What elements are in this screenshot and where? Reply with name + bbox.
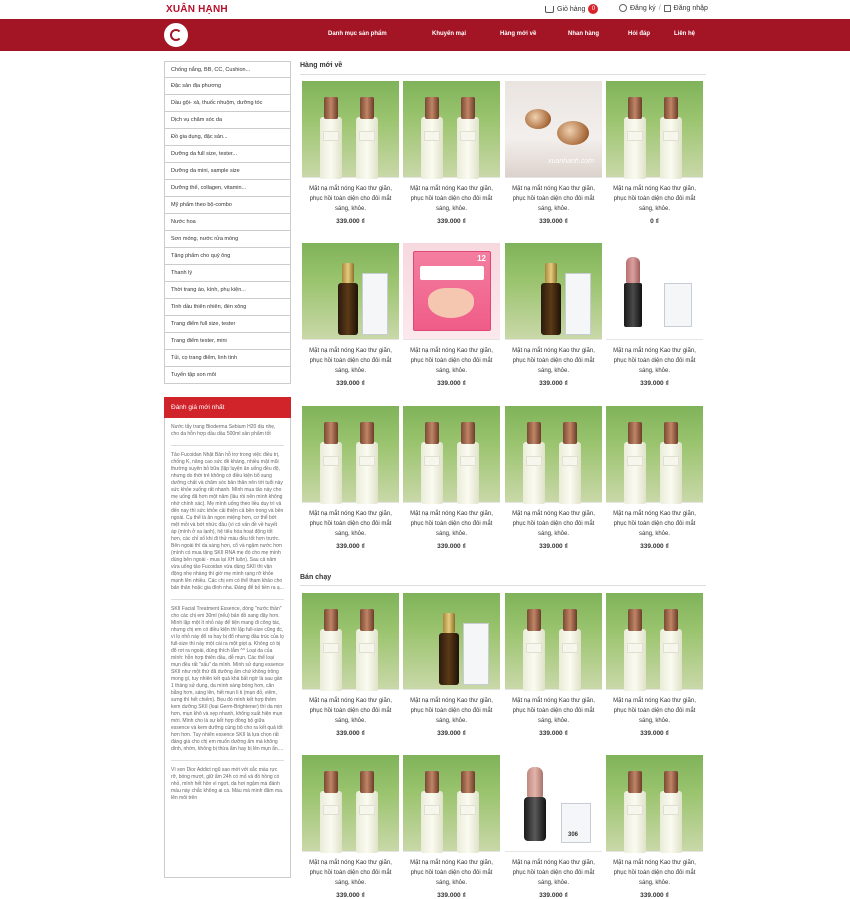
product-name[interactable]: Mặt nạ mắt nóng Kao thư giãn, phục hồi toàn diện cho đôi mắt sáng, khỏe. — [309, 186, 392, 212]
product-name[interactable]: Mặt nạ mắt nóng Kao thư giãn, phục hồi toàn diện cho đôi mắt sáng, khỏe. — [613, 348, 696, 374]
product-card[interactable] — [606, 243, 703, 387]
category-item[interactable]: Sơn móng, nước rửa móng — [164, 231, 291, 248]
product-name[interactable]: Mặt nạ mắt nóng Kao thư giãn, phục hồi toàn diện cho đôi mắt sáng, khỏe. — [512, 186, 595, 212]
product-image[interactable] — [505, 755, 602, 852]
product-image[interactable] — [606, 593, 703, 690]
section-divider — [300, 74, 706, 75]
auth-separator: / — [658, 4, 661, 12]
product-image[interactable] — [505, 593, 602, 690]
category-item[interactable]: Tinh dầu thiên nhiên, đèn xông — [164, 299, 291, 316]
category-item[interactable]: Dầu gội- xả, thuốc nhuộm, dưỡng tóc — [164, 95, 291, 112]
login-icon — [664, 5, 671, 12]
category-item[interactable]: Dưỡng da mini, sample size — [164, 163, 291, 180]
product-name[interactable]: Mặt nạ mắt nóng Kao thư giãn, phục hồi toàn diện cho đôi mắt sáng, khỏe. — [410, 511, 493, 537]
category-item[interactable]: Dưỡng thể, collagen, vitamin... — [164, 180, 291, 197]
nav-item-promotions[interactable]: Khuyến mại — [432, 31, 467, 37]
cart-link[interactable] — [545, 4, 598, 14]
product-image[interactable] — [403, 593, 500, 690]
category-item[interactable]: Thời trang áo, kính, phụ kiện... — [164, 282, 291, 299]
product-name[interactable]: Mặt nạ mắt nóng Kao thư giãn, phục hồi toàn diện cho đôi mắt sáng, khỏe. — [309, 698, 392, 724]
product-image[interactable] — [606, 755, 703, 852]
nav-item-new-arrivals[interactable]: Hàng mới về — [500, 31, 537, 37]
review-item[interactable]: SKII Facial Treatment Essence, dòng "nước thần" cho các chị em 30ml (nếu) bản đồ sang đây hơn. Mình lập một ít nhỏ này để tiện mang đi công tác, nhưng chị em có điều kiện thì lập full-size cũng đc, vì lọ nhỏ này đổ ra hay bị đổ nhưng đầu trúc của lọ full-size thì này một cái ra một giọt ạ. Không có bị đổ rơi ra ngoài, dùng thích lắm ^^ Loại da của mình: hỗn hợp thiên dầu, dễ mụn. Các thể loại mụn đều rất "xấu" da mình. Mình sử dụng essence SKII như một thứ đã dưỡng ẩm chứ không trông mong gì, tuy nhiên kết quả khá bất ngờ là sau gần 1 tháng sử dụng, da mình sáng bóng hơn, căn bằng hơn, sáng lên, hết mụn li ti (mụn đỏ, viêm, sưng thì hết chiếm). Bẹu đó mình kết hợp thêm kem dưỡng SKII (loại Germ-Brightener) thì da mịn hơn, mụn khô và xẹp nhanh, không xuất hiện mụn mới. Mình cho là sự kết hợp đồng bộ giữa essence và kem dưỡng cùng bộ cho ra kết quả tốt hơn hơn. Tuy nhiên essence SKII là lựa chọn rất đáng giá cho chị em muốn dưỡng ẩm mà không dính, nhờn, không bị thừa ẩm hay bị lên mụn ẩn.... — [171, 600, 284, 761]
top-bar — [0, 0, 850, 19]
product-image[interactable] — [606, 243, 703, 340]
category-item[interactable]: Dịch vụ chăm sóc da — [164, 112, 291, 129]
product-card[interactable] — [403, 81, 500, 225]
product-card[interactable] — [505, 243, 602, 387]
category-item[interactable]: Thanh lý — [164, 265, 291, 282]
category-item[interactable]: Chống nắng, BB, CC, Cushion... — [164, 61, 291, 78]
user-icon — [619, 4, 627, 12]
product-card[interactable] — [606, 81, 703, 225]
mask-box-count: 12 — [477, 254, 486, 263]
category-item[interactable]: Trang điểm full size, tester — [164, 316, 291, 333]
product-card[interactable] — [606, 755, 703, 899]
product-card[interactable] — [302, 593, 399, 737]
category-list — [164, 61, 291, 384]
login-link[interactable]: Đăng nhập — [673, 4, 708, 12]
category-item[interactable]: Tuyển tập son môi — [164, 367, 291, 384]
section-title-best-sellers: Bán chạy — [300, 574, 332, 581]
product-name[interactable]: Mặt nạ mắt nóng Kao thư giãn, phục hồi toàn diện cho đôi mắt sáng, khỏe. — [410, 186, 493, 212]
category-item[interactable]: Tặng phẩm cho quý ông — [164, 248, 291, 265]
product-image[interactable] — [505, 81, 602, 178]
product-price: 339.000 ₫ — [640, 892, 669, 899]
product-price: 339.000 ₫ — [539, 730, 568, 737]
category-item[interactable]: Mỹ phẩm theo bộ-combo — [164, 197, 291, 214]
product-name[interactable]: Mặt nạ mắt nóng Kao thư giãn, phục hồi toàn diện cho đôi mắt sáng, khỏe. — [309, 511, 392, 537]
lotion-label-number: 306 — [568, 832, 579, 838]
product-card[interactable] — [302, 406, 399, 550]
product-name[interactable]: Mặt nạ mắt nóng Kao thư giãn, phục hồi toàn diện cho đôi mắt sáng, khỏe. — [613, 698, 696, 724]
logo-icon[interactable] — [164, 23, 188, 47]
product-card[interactable] — [505, 593, 602, 737]
product-image[interactable] — [606, 81, 703, 178]
product-name[interactable]: Mặt nạ mắt nóng Kao thư giãn, phục hồi toàn diện cho đôi mắt sáng, khỏe. — [613, 186, 696, 212]
watermark-text: xuanhanh.com — [548, 158, 594, 165]
section-title-new-arrivals: Hàng mới về — [300, 62, 343, 69]
product-price: 339.000 ₫ — [336, 892, 365, 899]
product-price: 339.000 ₫ — [336, 380, 365, 387]
nav-item-categories[interactable]: Danh mục sản phẩm — [328, 31, 387, 37]
product-image[interactable] — [505, 406, 602, 503]
product-price: 339.000 ₫ — [437, 730, 466, 737]
cart-icon — [545, 6, 554, 13]
product-price: 339.000 ₫ — [437, 892, 466, 899]
product-price: 339.000 ₫ — [437, 380, 466, 387]
product-card[interactable] — [403, 755, 500, 899]
product-price: 339.000 ₫ — [539, 543, 568, 550]
product-price: 339.000 ₫ — [437, 218, 466, 225]
product-name[interactable]: Mặt nạ mắt nóng Kao thư giãn, phục hồi toàn diện cho đôi mắt sáng, khỏe. — [613, 860, 696, 886]
product-name[interactable]: Mặt nạ mắt nóng Kao thư giãn, phục hồi toàn diện cho đôi mắt sáng, khỏe. — [512, 698, 595, 724]
product-name[interactable]: Mặt nạ mắt nóng Kao thư giãn, phục hồi toàn diện cho đôi mắt sáng, khỏe. — [410, 348, 493, 374]
product-name[interactable]: Mặt nạ mắt nóng Kao thư giãn, phục hồi toàn diện cho đôi mắt sáng, khỏe. — [613, 511, 696, 537]
product-price: 339.000 ₫ — [336, 218, 365, 225]
product-card[interactable] — [505, 755, 602, 899]
cart-label: Giỏ hàng — [557, 5, 586, 13]
product-price: 339.000 ₫ — [640, 380, 669, 387]
product-card[interactable] — [403, 593, 500, 737]
product-price: 339.000 ₫ — [539, 218, 568, 225]
product-card[interactable] — [302, 243, 399, 387]
sidebar — [164, 61, 291, 878]
review-item[interactable]: Tảo Fucoidan Nhật Bản hỗ trợ trong việc điều trị, chống K, nâng cao sức đề kháng, nhiều mặt mũi thường xuyên bỏ bữa (lập luyện ăn uống đều độ, nhưng do thời trẻ không có điều kiện bổ sung dưỡng chất và chăm sóc bản thân nên tới tuổi này sức khỏe xuống rất nhanh. Mình mua tảo này cho mẹ uống đã hơn một năm (lâu rồi nên mình không nhớ chính xác). Mẹ mình uống theo liều duy trì và đến nay thì sức khỏe cải thiện cả bên trong và bên ngoài. Cụ thể là ăn ngon miệng hơn, cơ thể bớt mệt mỏi và bớt nhức đầu (vì có vấn đề về huyết áp (mình ở xa lạnh), hệ tiêu hóa hoạt động tốt hơn, các chỉ số khi đi thử máu đều tốt hơn trước. Bên ngoài thì da sáng hơn, cổ và ngậm nước hơn (mình có mua tặng SKII RNA mẹ đó cho mẹ mình dùng bên ngoài - mua lại XH luôn). Sau cả năm vừa uống tảo Fucoidan vừa dùng SKII thì vận động nhẹ nhàng thì giờ mẹ mình rạng rỡ khỏe mạnh lên nhiều. Các chị em có thể tham khảo cho bản thân hoặc gia đình nha. Đáng để bỏ tiền ra ạ... — [171, 446, 284, 600]
product-image[interactable] — [606, 406, 703, 503]
product-image[interactable] — [302, 755, 399, 852]
review-item[interactable]: Vì son Dior Addict ngũ sao mới với sắc màu rực rỡ, bóng mượt, giữ ẩm 24h có mỏ và đồ hồng có nhỏ, mình hết hồn vì ngợt, da hơi ngậm mà đánh màu này chắc không ai cá. Màu mà mình đâm ma. lên môi trẻn — [171, 767, 284, 801]
product-name[interactable]: Mặt nạ mắt nóng Kao thư giãn, phục hồi toàn diện cho đôi mắt sáng, khỏe. — [512, 511, 595, 537]
section-divider — [300, 585, 706, 586]
product-card[interactable] — [606, 593, 703, 737]
product-price: 339.000 ₫ — [336, 730, 365, 737]
product-image[interactable] — [403, 243, 500, 340]
product-card[interactable] — [302, 81, 399, 225]
product-image[interactable] — [403, 406, 500, 503]
nav-item-contact[interactable]: Liên hệ — [674, 31, 696, 37]
main-nav — [0, 19, 850, 51]
product-price: 339.000 ₫ — [640, 730, 669, 737]
category-item[interactable]: Đặc sản địa phương — [164, 78, 291, 95]
product-card[interactable] — [403, 243, 500, 387]
product-image[interactable] — [505, 243, 602, 340]
product-price: 339.000 ₫ — [640, 543, 669, 550]
product-name[interactable]: Mặt nạ mắt nóng Kao thư giãn, phục hồi toàn diện cho đôi mắt sáng, khỏe. — [512, 860, 595, 886]
product-price: 339.000 ₫ — [539, 892, 568, 899]
nav-item-faq[interactable]: Hỏi đáp — [628, 31, 650, 37]
product-image[interactable] — [302, 81, 399, 178]
product-name[interactable]: Mặt nạ mắt nóng Kao thư giãn, phục hồi toàn diện cho đôi mắt sáng, khỏe. — [309, 348, 392, 374]
cart-count-badge: 0 — [588, 4, 598, 14]
product-image[interactable] — [302, 593, 399, 690]
product-image[interactable] — [302, 406, 399, 503]
product-name[interactable]: Mặt nạ mắt nóng Kao thư giãn, phục hồi toàn diện cho đôi mắt sáng, khỏe. — [512, 348, 595, 374]
latest-reviews — [164, 418, 291, 878]
register-link[interactable]: Đăng ký — [630, 4, 656, 12]
review-item[interactable]: Nước tẩy trang Bioderma Sebium H20 dịu nhẹ, cho da hỗn hợp dầu dầu 500ml sản phẩm tốt — [171, 418, 284, 446]
site-brand[interactable]: XUÂN HẠNH — [166, 4, 228, 15]
category-item[interactable]: Dưỡng da full size, tester... — [164, 146, 291, 163]
product-card[interactable] — [505, 81, 602, 225]
latest-reviews-heading: Đánh giá mới nhất — [164, 397, 291, 418]
product-name[interactable]: Mặt nạ mắt nóng Kao thư giãn, phục hồi toàn diện cho đôi mắt sáng, khỏe. — [410, 860, 493, 886]
auth-links — [619, 4, 708, 12]
category-item[interactable]: Tủi, cọ trang điểm, linh tinh — [164, 350, 291, 367]
product-name[interactable]: Mặt nạ mắt nóng Kao thư giãn, phục hồi toàn diện cho đôi mắt sáng, khỏe. — [309, 860, 392, 886]
category-item[interactable]: Nước hoa — [164, 214, 291, 231]
product-image[interactable] — [302, 243, 399, 340]
product-price: 339.000 ₫ — [437, 543, 466, 550]
product-image[interactable] — [403, 755, 500, 852]
product-card[interactable] — [302, 755, 399, 899]
product-card[interactable] — [403, 406, 500, 550]
product-price: 339.000 ₫ — [539, 380, 568, 387]
category-item[interactable]: Trang điểm tester, mini — [164, 333, 291, 350]
product-price: 0 ₫ — [650, 218, 659, 225]
product-price: 339.000 ₫ — [336, 543, 365, 550]
nav-item-brands[interactable]: Nhan hàng — [568, 31, 599, 37]
product-name[interactable]: Mặt nạ mắt nóng Kao thư giãn, phục hồi toàn diện cho đôi mắt sáng, khỏe. — [410, 698, 493, 724]
product-image[interactable] — [403, 81, 500, 178]
product-card[interactable] — [505, 406, 602, 550]
category-item[interactable]: Đồ gia dụng, đặc sản... — [164, 129, 291, 146]
product-card[interactable] — [606, 406, 703, 550]
